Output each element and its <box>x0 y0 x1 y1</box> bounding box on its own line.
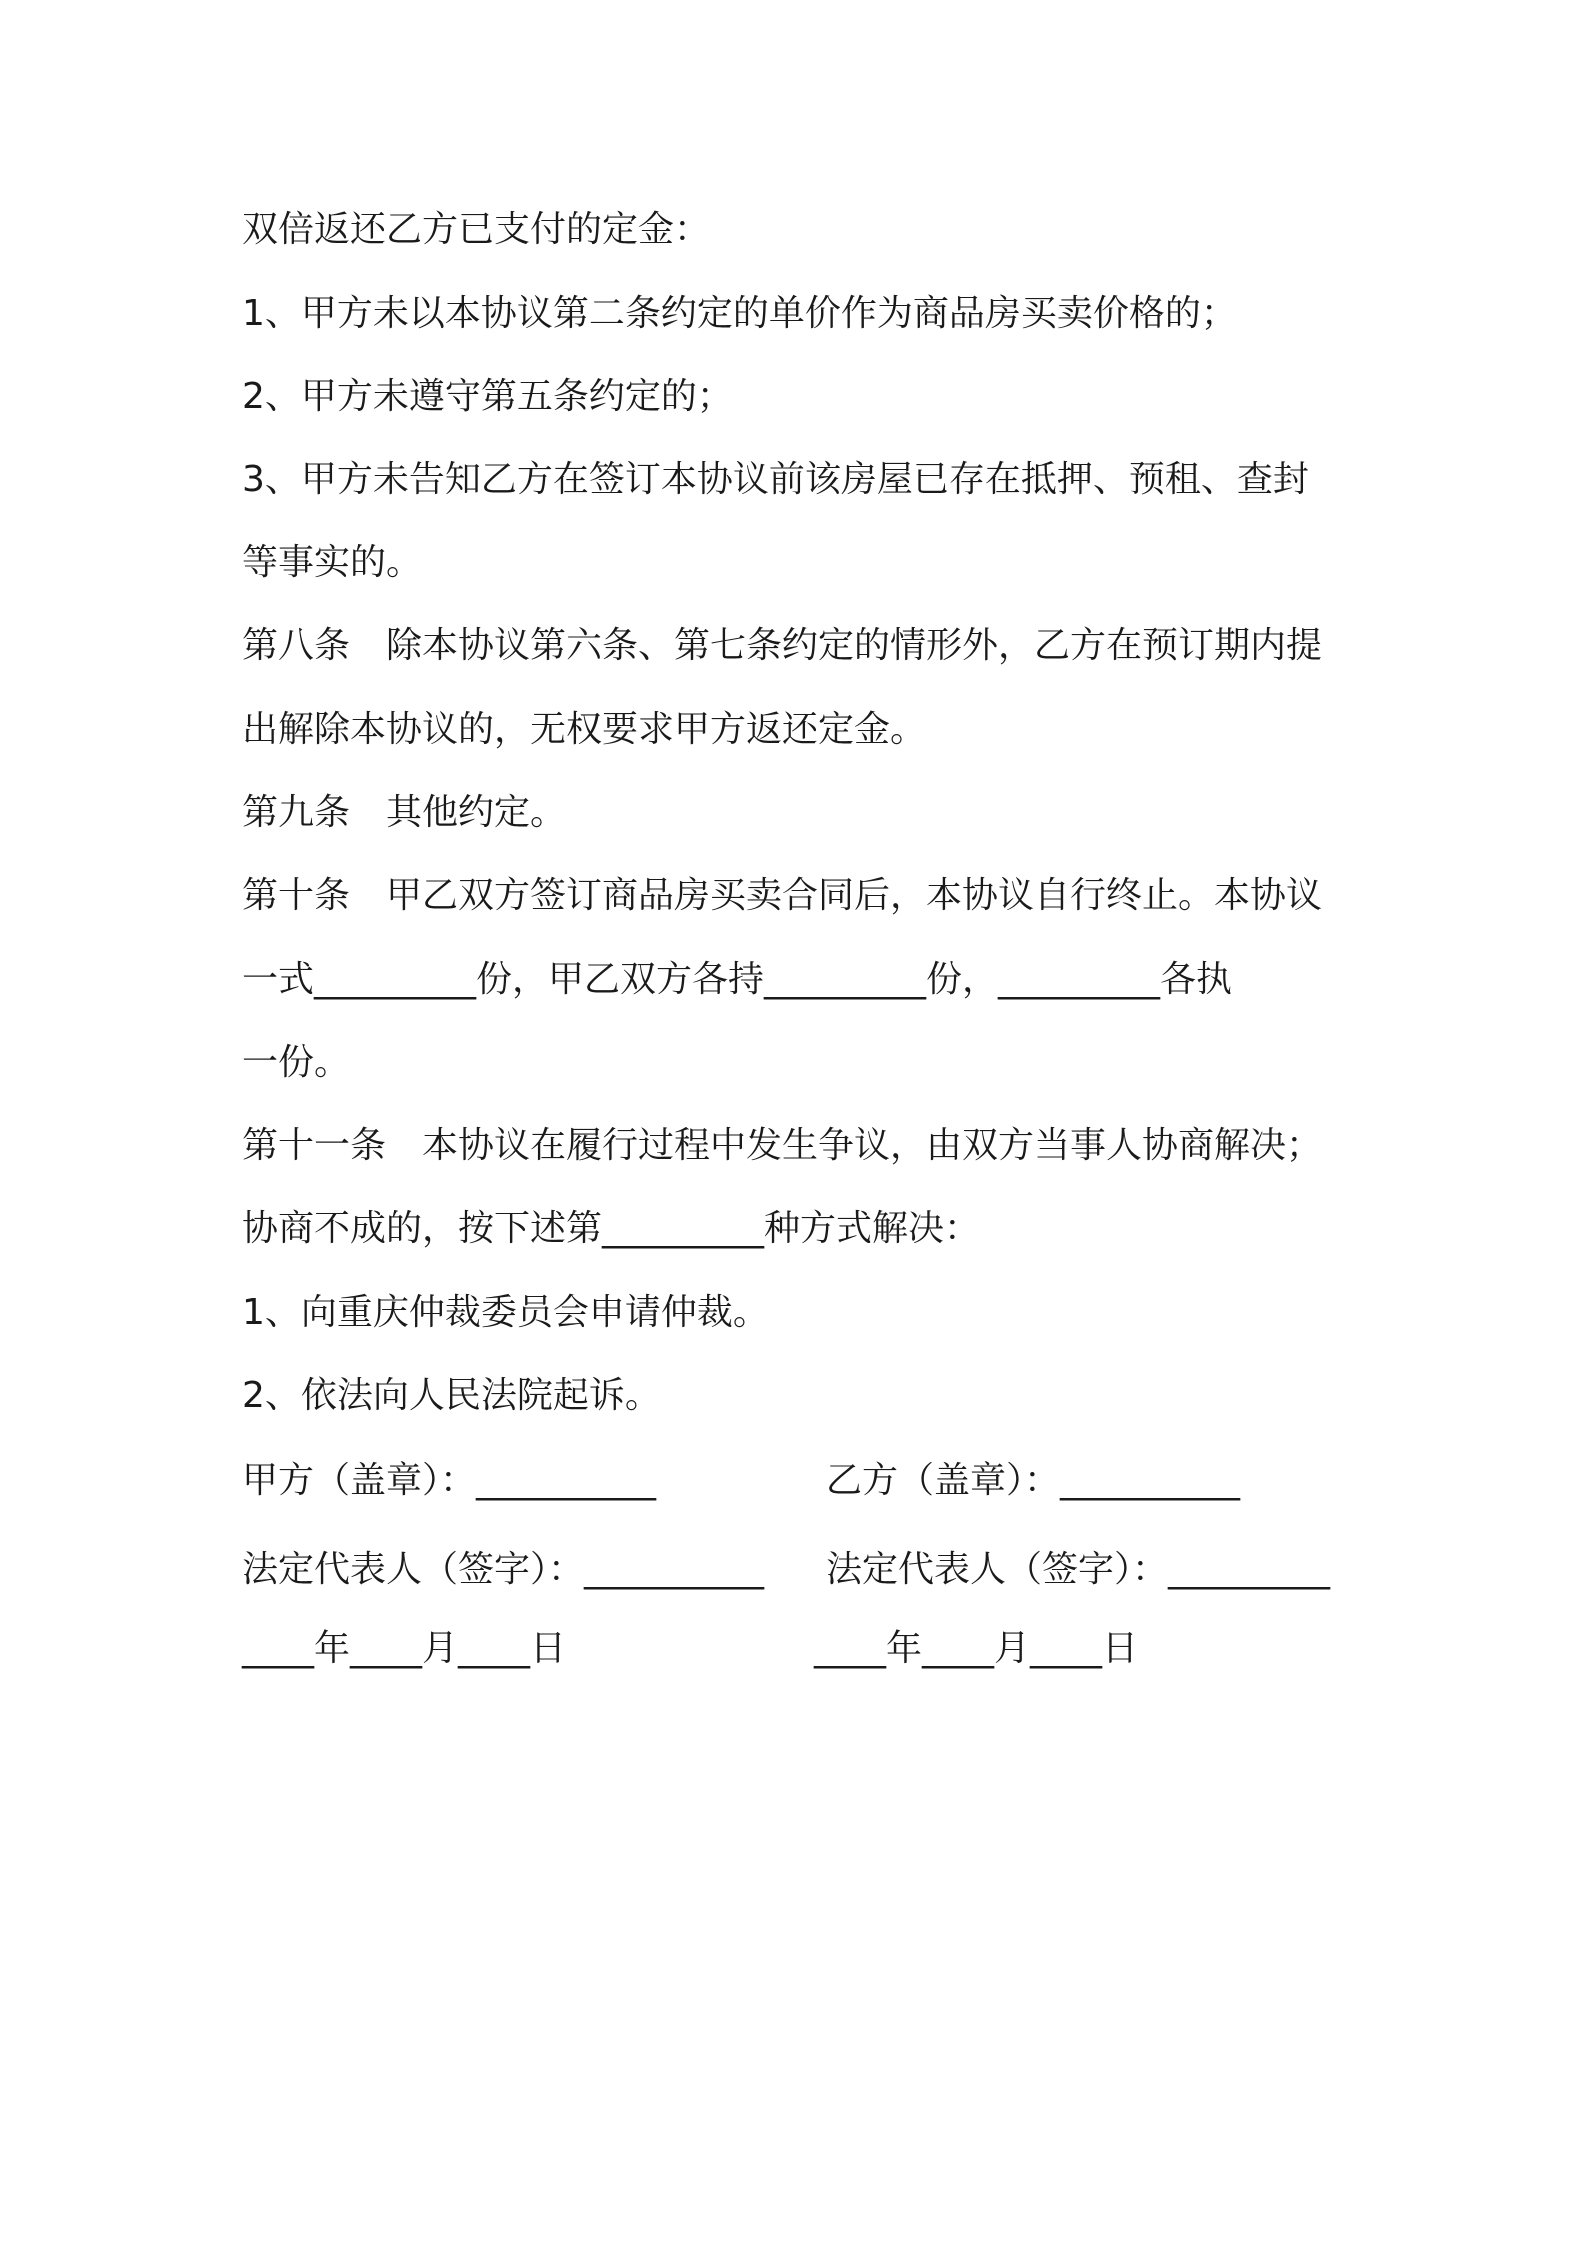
text-line: 协商不成的，按下述第_________种方式解决： <box>242 1208 981 1249</box>
party-b-seal: 乙方（盖章）：__________ <box>826 1460 1241 1501</box>
text-line: 等事实的。 <box>242 542 423 583</box>
text-line: 一式_________份，甲乙双方各持_________份，_________各执 <box>242 959 1233 1000</box>
signature-seal-row <box>242 1459 1352 1503</box>
party-a-seal: 甲方（盖章）：__________ <box>242 1460 657 1501</box>
text-line: 1、向重庆仲裁委员会申请仲裁。 <box>242 1292 769 1333</box>
text-line: 出解除本协议的，无权要求甲方返还定金。 <box>242 709 927 750</box>
signature-date-row <box>242 1627 1352 1671</box>
article-9-line: 第九条 其他约定。 <box>242 792 567 833</box>
article-11-line: 第十一条 本协议在履行过程中发生争议，由双方当事人协商解决； <box>242 1125 1323 1166</box>
text-line: 一份。 <box>242 1042 351 1083</box>
party-b-representative: 法定代表人（签字）：_________ <box>826 1549 1331 1590</box>
text-line: 双倍返还乙方已支付的定金： <box>242 209 711 250</box>
text-line: 1、甲方未以本协议第二条约定的单价作为商品房买卖价格的； <box>242 293 1237 334</box>
article-8-line: 第八条 除本协议第六条、第七条约定的情形外，乙方在预订期内提 <box>242 625 1323 666</box>
party-b-date: ____年____月____日 <box>814 1628 1139 1669</box>
article-10-line: 第十条 甲乙双方签订商品房买卖合同后，本协议自行终止。本协议 <box>242 875 1323 916</box>
party-a-representative: 法定代表人（签字）：__________ <box>242 1549 765 1590</box>
text-line: 2、依法向人民法院起诉。 <box>242 1375 661 1416</box>
party-a-date: ____年____月____日 <box>242 1628 567 1669</box>
text-line: 2、甲方未遵守第五条约定的； <box>242 376 733 417</box>
text-line: 3、甲方未告知乙方在签订本协议前该房屋已存在抵押、预租、查封 <box>242 459 1309 500</box>
signature-rep-row <box>242 1548 1352 1592</box>
